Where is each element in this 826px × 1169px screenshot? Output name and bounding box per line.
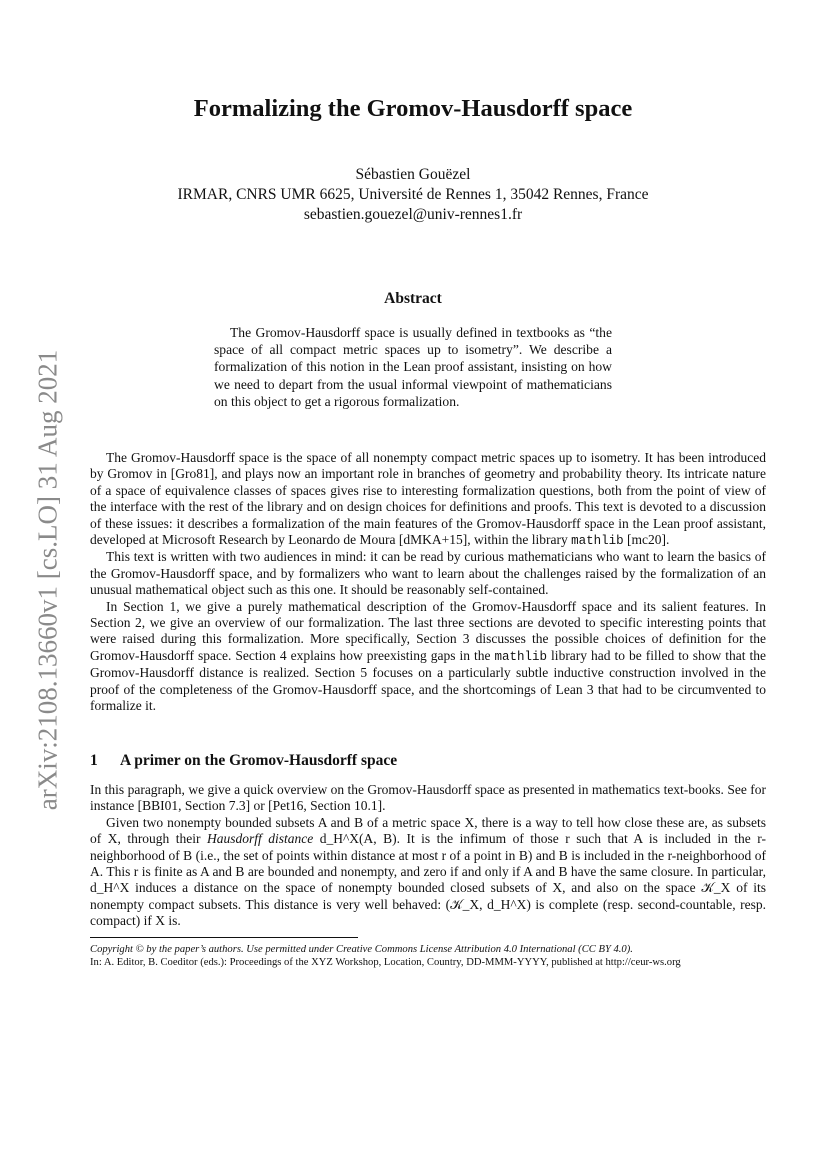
abstract-heading: Abstract bbox=[384, 290, 442, 307]
footnote-rule bbox=[90, 937, 358, 938]
author-email: sebastien.gouezel@univ-rennes1.fr bbox=[303, 206, 523, 223]
author-name: Sébastien Gouëzel bbox=[355, 166, 471, 183]
footnotes bbox=[90, 943, 766, 970]
section-title: A primer on the Gromov-Hausdorff space bbox=[120, 752, 398, 769]
intro-paragraph-3: In Section 1, we give a purely mathematical description of the Gromov-Hausdorff space and its salient features. In Section 2, we give an overview of our formalization. The last three sections are devoted to specific interesting points that were raised during this formalization. More specifically, Section 3 discusses the possible choices of definition for the Gromov-Hausdorff space. Section 4 explains how preexisting gaps in the mathlib library had to be filled to show that the Gromov-Hausdorff distance is realized. Section 5 focuses on a particularly subtle inductive construction involved in the proof of the completeness of the Gromov-Hausdorff space, and the shortcomings of Lean 3 that had to be circumvented to formalize it. bbox=[90, 598, 767, 714]
author-affiliation: IRMAR, CNRS UMR 6625, Université de Rennes 1, 35042 Rennes, France bbox=[177, 186, 649, 203]
primer-paragraph-2: Given two nonempty bounded subsets A and B of a metric space X, there is a way to tell how close these are, as subsets of X, through their Hausdorff distance d_H^X(A, B). It is the infimum of those r such that A is included in the r-neighborhood of B (i.e., the set of points within distance at most r of a point in B) and B is included in the r-neighborhood of A. This r is finite as A and B are bounded and nonempty, and zero if and only if A and B have the same closure. In particular, d_H^X induces a distance on the space of nonempty bounded closed subsets of X, and also on the space 𝒦_X of its nonempty compact subsets. This distance is very well behaved: (𝒦_X, d_H^X) is complete (resp. second-countable, resp. compact) if X is. bbox=[90, 814, 766, 929]
copyright-note: Copyright © by the paper’s authors. Use permitted under Creative Commons License Attribution 4.0 International (CC BY 4.0). bbox=[90, 944, 633, 955]
code-mathlib: mathlib bbox=[494, 649, 548, 664]
intro-paragraph-1: The Gromov-Hausdorff space is the space of all nonempty compact metric spaces up to isometry. It has been introduced by Gromov in [Gro81], and plays now an important role in branches of geometry and probability theory. Its intricate nature of a space of equivalence classes of spaces gives rise to interesting formalization questions, both from the point of view of the interface with the rest of the library and on design choices for definitions and proofs. This text is devoted to a discussion of these issues: it describes a formalization of the main features of the Gromov-Hausdorff space in the Lean proof assistant, developed at Microsoft Research by Leonardo de Moura [dMKA+15], within the library mathlib [mc20]. bbox=[90, 450, 766, 549]
paper-title: Formalizing the Gromov-Hausdorff space bbox=[193, 95, 633, 122]
section-1-heading bbox=[90, 752, 397, 770]
introduction bbox=[90, 450, 766, 715]
intro-paragraph-2: This text is written with two audiences in mind: it can be read by curious mathematicians who want to learn the basics of the Gromov-Hausdorff space, and by formalizers who want to learn about the challenges raised by the formalization of an unusual mathematical object such as this one. It should be reasonably self-contained. bbox=[90, 549, 766, 598]
primer-paragraph-1: In this paragraph, we give a quick overview on the Gromov-Hausdorff space as presented in mathematics text-books. See for instance [BBI01, Section 7.3] or [Pet16, Section 10.1]. bbox=[90, 782, 766, 814]
section-number: 1 bbox=[90, 752, 98, 769]
code-mathlib: mathlib bbox=[571, 534, 624, 549]
arxiv-side-stamp: arXiv:2108.13660v1 [cs.LO] 31 Aug 2021 bbox=[32, 349, 63, 811]
abstract-text: The Gromov-Hausdorff space is usually defined in textbooks as “the space of all compact metric spaces up to isometry”. We describe a formalization of this notion in the Lean proof assistant, insisting on how we need to depart from the usual informal viewpoint of mathematicians on this object to get a rigorous formalization. bbox=[214, 325, 612, 409]
section-1-body bbox=[90, 782, 766, 930]
proceedings-note: In: A. Editor, B. Coeditor (eds.): Proceedings of the XYZ Workshop, Location, Country, DD-MMM-YYYY, published at http://ceur-ws.org bbox=[90, 957, 681, 969]
author-block bbox=[0, 165, 826, 225]
